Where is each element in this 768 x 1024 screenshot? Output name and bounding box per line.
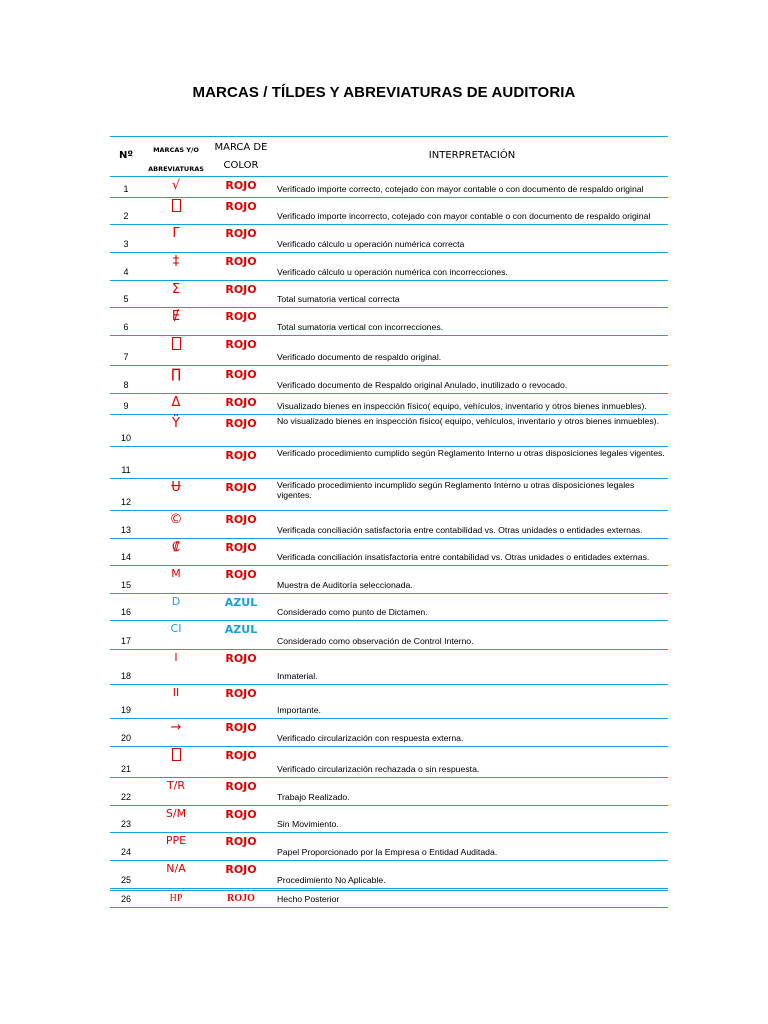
row-interpretation: Verificada conciliación satisfactoria entre contabilidad vs. Otras unidades o entidades externas.: [277, 525, 643, 535]
row-interpretation: Hecho Posterior: [277, 894, 340, 904]
row-mark: [144, 337, 208, 352]
table-row: [110, 511, 668, 539]
row-number: 10: [120, 433, 131, 443]
table-row: [110, 621, 668, 650]
row-number: 11: [121, 465, 131, 475]
row-interpretation: Verificado importe incorrecto, cotejado con mayor contable o con documento de respaldo original: [277, 211, 651, 221]
row-color: ROJO: [227, 893, 255, 904]
row-number: 9: [123, 401, 129, 411]
row-color: ROJO: [225, 863, 257, 876]
row-color: ROJO: [225, 227, 257, 240]
row-mark: HP: [169, 893, 183, 904]
table-row: [110, 281, 668, 308]
table-row: [110, 394, 668, 415]
row-mark: Σ: [171, 282, 181, 297]
row-color: ROJO: [225, 417, 257, 430]
row-interpretation: Muestra de Auditoría seleccionada.: [277, 580, 413, 590]
row-number: 16: [120, 607, 131, 617]
header-interpretation: INTERPRETACIÓN: [428, 150, 516, 161]
row-mark: ‡: [172, 254, 180, 269]
row-number: 17: [120, 636, 131, 646]
header-number: Nº: [118, 150, 133, 161]
row-interpretation: Verificado documento de respaldo original.: [277, 352, 442, 362]
table-row: [110, 685, 668, 719]
row-color: ROJO: [225, 200, 257, 213]
table-row: [110, 479, 668, 511]
header-color-line2: COLOR: [223, 160, 259, 171]
header-color-line1: MARCA DE: [214, 142, 268, 153]
row-interpretation: Papel Proporcionado por la Empresa o Entidad Auditada.: [277, 847, 498, 857]
row-interpretation: Importante.: [277, 705, 321, 715]
table-row: [110, 650, 668, 685]
row-mark: √: [171, 178, 181, 193]
table-row: [110, 198, 668, 225]
row-number: 18: [120, 671, 131, 681]
row-color: ROJO: [225, 568, 257, 581]
row-number: 23: [120, 819, 131, 829]
row-number: 7: [123, 352, 129, 362]
table-row: [110, 225, 668, 253]
row-number: 24: [120, 847, 131, 857]
row-color: ROJO: [225, 541, 257, 554]
row-mark: Δ: [171, 395, 181, 410]
missing-glyph-box-icon: [172, 748, 181, 761]
row-interpretation: Verificado circularización rechazada o sin respuesta.: [277, 764, 480, 774]
page-title: MARCAS / TÍLDES Y ABREVIATURAS DE AUDITORIA: [192, 84, 576, 101]
row-mark: Ʉ: [171, 480, 181, 495]
row-color: ROJO: [225, 513, 257, 526]
header-marks: [144, 141, 208, 179]
row-color: ROJO: [225, 652, 257, 665]
header-marks-line1: MARCAS Y/O: [153, 146, 199, 154]
table-row: [110, 891, 668, 908]
row-color: ROJO: [225, 179, 257, 192]
row-color: AZUL: [224, 623, 258, 636]
row-interpretation: Verificado importe correcto, cotejado con mayor contable o con documento de respaldo original: [277, 184, 644, 194]
row-number: 26: [120, 894, 131, 904]
row-mark: CI: [170, 622, 182, 635]
row-number: 21: [120, 764, 131, 774]
table-row: [110, 253, 668, 281]
missing-glyph-box-icon: [172, 337, 181, 350]
row-interpretation: Trabajo Realizado.: [277, 792, 350, 802]
row-interpretation: Considerado como punto de Dictamen.: [277, 607, 428, 617]
row-mark: T/R: [166, 779, 186, 792]
row-interpretation: Total sumatoria vertical con incorrecciones.: [277, 322, 444, 332]
row-color: ROJO: [225, 721, 257, 734]
row-color: ROJO: [225, 338, 257, 351]
row-number: 14: [120, 552, 131, 562]
row-color: ROJO: [225, 255, 257, 268]
row-number: 2: [123, 211, 129, 221]
row-mark: Ÿ: [172, 416, 180, 431]
row-color: ROJO: [225, 449, 257, 462]
row-interpretation: Verificado cálculo u operación numérica correcta: [277, 239, 465, 249]
row-color: ROJO: [225, 283, 257, 296]
row-mark: ©: [169, 512, 183, 527]
row-mark: D: [171, 595, 181, 608]
row-mark: II: [172, 686, 180, 699]
table-row: [110, 861, 668, 891]
table-row: [110, 778, 668, 806]
table-row: [110, 336, 668, 366]
row-number: 25: [120, 875, 131, 885]
row-number: 6: [123, 322, 129, 332]
row-number: 8: [123, 380, 129, 390]
header-marks-line2: ABREVIATURAS: [148, 165, 204, 173]
row-mark: →: [170, 720, 182, 735]
table-row: [110, 719, 668, 747]
table-body: [110, 177, 668, 908]
row-mark: Ɇ: [171, 309, 181, 324]
row-color: ROJO: [225, 396, 257, 409]
table-row: [110, 539, 668, 566]
row-mark: ∏: [171, 367, 181, 382]
row-interpretation: Visualizado bienes en inspección físico( equipo, vehículos, inventario y otros bienes inmuebles).: [277, 401, 647, 411]
row-interpretation: Verificado documento de Respaldo original Anulado, inutilizado o revocado.: [277, 380, 568, 390]
row-color: ROJO: [225, 368, 257, 381]
row-mark: ₡: [171, 540, 181, 555]
row-color: AZUL: [224, 596, 258, 609]
row-interpretation: Verificado circularización con respuesta externa.: [277, 733, 464, 743]
row-mark: Γ: [172, 226, 180, 241]
row-color: ROJO: [225, 808, 257, 821]
row-interpretation: Inmaterial.: [277, 671, 318, 681]
row-number: 1: [123, 184, 129, 194]
row-interpretation: Verificado cálculo u operación numérica con incorrecciones.: [277, 267, 508, 277]
table-row: [110, 594, 668, 621]
row-mark: S/M: [165, 807, 187, 820]
table-row: [110, 308, 668, 336]
table-row: [110, 177, 668, 198]
row-color: ROJO: [225, 780, 257, 793]
table-row: [110, 415, 668, 447]
row-interpretation: Verificado procedimiento incumplido según Reglamento Interno u otras disposiciones legales vigentes.: [277, 480, 635, 500]
row-number: 4: [123, 267, 129, 277]
row-color: ROJO: [225, 749, 257, 762]
row-number: 12: [120, 497, 131, 507]
row-number: 22: [120, 792, 131, 802]
table-header: [110, 136, 668, 177]
row-interpretation: Procedimiento No Aplicable.: [277, 875, 386, 885]
row-mark: [144, 748, 208, 763]
marks-table: [110, 136, 668, 908]
row-number: 20: [120, 733, 131, 743]
header-color: [210, 139, 272, 175]
table-row: [110, 366, 668, 394]
row-interpretation: Total sumatoria vertical correcta: [277, 294, 400, 304]
missing-glyph-box-icon: [172, 199, 181, 212]
row-number: 5: [123, 294, 129, 304]
row-interpretation: Verificado procedimiento cumplido según Reglamento Interno u otras disposiciones legales vigentes.: [277, 448, 665, 458]
row-number: 13: [120, 525, 131, 535]
row-color: ROJO: [225, 310, 257, 323]
table-row: [110, 447, 668, 479]
row-mark: N/A: [166, 862, 186, 875]
row-interpretation: No visualizado bienes en inspección físico( equipo, vehículos, inventario y otros bienes inmuebles).: [277, 416, 659, 426]
row-color: ROJO: [225, 687, 257, 700]
row-interpretation: Considerado como observación de Control Interno.: [277, 636, 474, 646]
row-interpretation: Verificada conciliación insatisfactoria entre contabilidad vs. Otras unidades o entidades externas.: [277, 552, 650, 562]
row-interpretation: Sin Movimiento.: [277, 819, 339, 829]
table-row: [110, 566, 668, 594]
row-number: 15: [120, 580, 131, 590]
row-number: 3: [123, 239, 129, 249]
row-mark: PPE: [165, 834, 187, 847]
row-number: 19: [120, 705, 131, 715]
row-mark: [144, 199, 208, 214]
row-mark: M: [171, 567, 181, 580]
table-row: [110, 806, 668, 833]
row-mark: I: [174, 651, 178, 664]
row-color: ROJO: [225, 481, 257, 494]
row-color: ROJO: [225, 835, 257, 848]
table-row: [110, 747, 668, 778]
table-row: [110, 833, 668, 861]
